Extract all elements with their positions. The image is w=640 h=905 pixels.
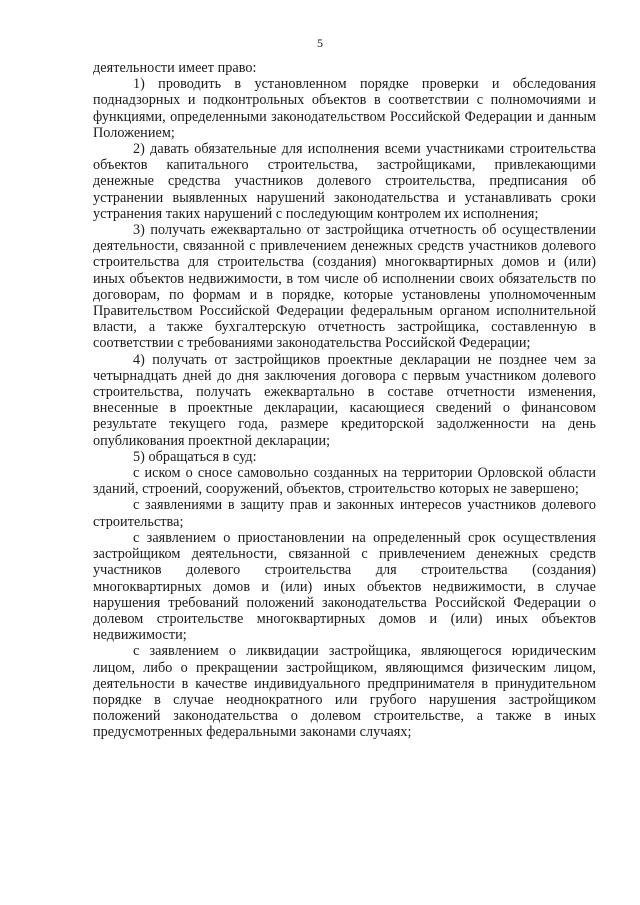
- paragraph-item-5-suspension: с заявлением о приостановлении на определенный срок осуществления застройщиком деятельности, связанной с привлечением денежных средств участников долевого строительства для строительства (создания) многоквартирных домов и (или) иных объектов недвижимости, в случае нарушения требований положений законодательства Российской Федерации о долевом строительстве многоквартирных домов и (или) иных объектов недвижимости;: [93, 529, 596, 644]
- paragraph-item-1: 1) проводить в установленном порядке проверки и обследования поднадзорных и подконтрольных объектов в соответствии с полномочиями и функциями, определенными законодательством Российской Федерации и данным Положением;: [93, 76, 596, 141]
- page-number: 5: [317, 36, 323, 50]
- document-body: [93, 60, 596, 741]
- paragraph-item-2: 2) давать обязательные для исполнения всеми участниками строительства объектов капитального строительства, застройщиками, привлекающими денежные средства участников долевого строительства, предписания об устранении выявленных нарушений законодательства и устанавливать сроки устранения таких нарушений с последующим контролем их исполнения;: [93, 141, 596, 222]
- paragraph-item-4: 4) получать от застройщиков проектные декларации не позднее чем за четырнадцать дней до дня заключения договора с первым участником долевого строительства, получать ежеквартально в составе отчетности изменения, внесенные в проектные декларации, касающиеся сведений о финансовом результате текущего года, размере кредиторской задолженности на день опубликования проектной декларации;: [93, 351, 596, 449]
- paragraph-item-5: 5) обращаться в суд:: [133, 448, 257, 465]
- paragraph-item-5-demolition: с иском о сносе самовольно созданных на территории Орловской области зданий, строений, сооружений, объектов, строительство которых не завершено;: [93, 465, 596, 498]
- paragraph-intro: деятельности имеет право:: [93, 60, 257, 76]
- paragraph-item-5-protection: с заявлениями в защиту прав и законных интересов участников долевого строительства;: [93, 497, 596, 530]
- paragraph-item-3: 3) получать ежеквартально от застройщика отчетность об осуществлении деятельности, связанной с привлечением денежных средств участников долевого строительства для строительства (создания) многоквартирных домов и (или) иных объектов недвижимости, в том числе об исполнении своих обязательств по договорам, по формам и в порядке, которые установлены уполномоченным Правительством Российской Федерации федеральным органом исполнительной власти, а также бухгалтерскую отчетность застройщика, составленную в соответствии с требованиями законодательства Российской Федерации;: [93, 222, 596, 352]
- paragraph-item-5-liquidation: с заявлением о ликвидации застройщика, являющегося юридическим лицом, либо о прекращении застройщиком, являющимся физическим лицом, деятельности в качестве индивидуального предпринимателя в принудительном порядке в случае неоднократного или грубого нарушения застройщиком положений законодательства о долевом строительстве, а также в иных предусмотренных федеральными законами случаях;: [93, 643, 596, 741]
